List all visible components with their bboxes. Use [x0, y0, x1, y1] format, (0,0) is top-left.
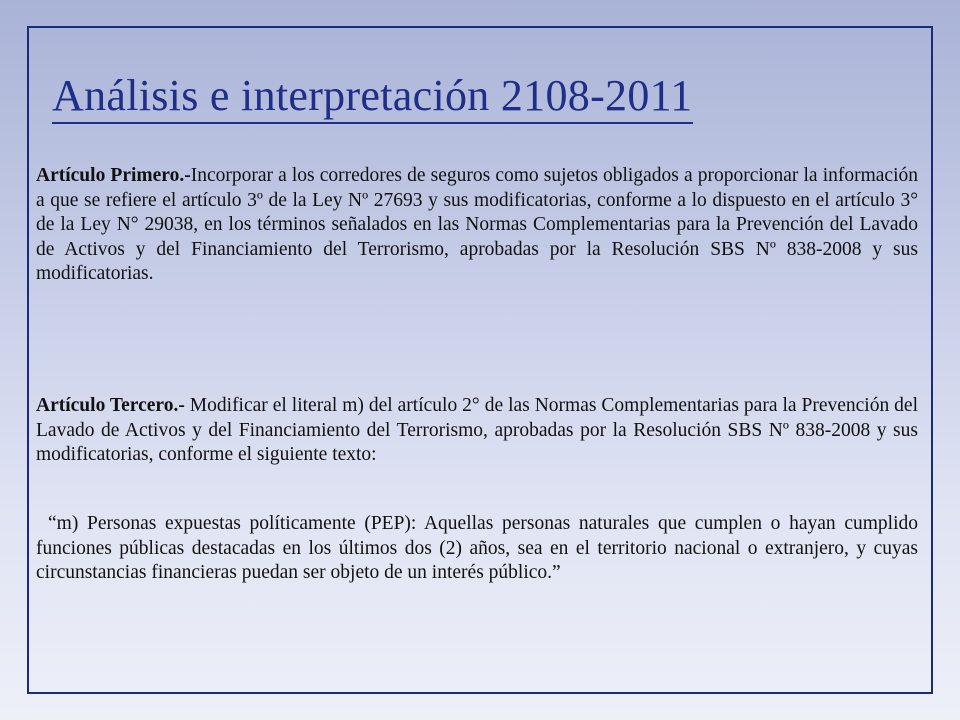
article-tercero-heading: Artículo Tercero.-	[36, 395, 185, 416]
article-tercero-paragraph	[36, 394, 918, 468]
article-tercero-text: Modificar el literal m) del artículo 2° de las Normas Complementarias para la Prevención del Lavado de Activos y del Financiamiento del Terrorismo, aprobadas por la Resolución SBS Nº 838-2008 y sus modificatorias, conforme el siguiente texto:	[36, 395, 918, 465]
article-primero-paragraph	[36, 164, 918, 287]
slide-frame	[27, 26, 933, 694]
quoted-definition-paragraph: “m) Personas expuestas políticamente (PEP): Aquellas personas naturales que cumplen o hayan cumplido funciones públicas destacadas en los últimos dos (2) años, sea en el territorio nacional o extranjero, y cuyas circunstancias financieras puedan ser objeto de un interés público.”	[36, 513, 918, 583]
article-primero-heading: Artículo Primero.-	[36, 165, 191, 186]
article-primero-text: Incorporar a los corredores de seguros como sujetos obligados a proporcionar la información a que se refiere el artículo 3º de la Ley Nº 27693 y sus modificatorias, conforme a lo dispuesto en el artículo 3° de la Ley N° 29038, en los términos señalados en las Normas Complementarias para la Prevención del Lavado de Activos y del Financiamiento del Terrorismo, aprobadas por la Resolución SBS Nº 838-2008 y sus modificatorias.	[36, 165, 918, 284]
slide-title: Análisis e interpretación 2108-2011	[52, 72, 693, 124]
